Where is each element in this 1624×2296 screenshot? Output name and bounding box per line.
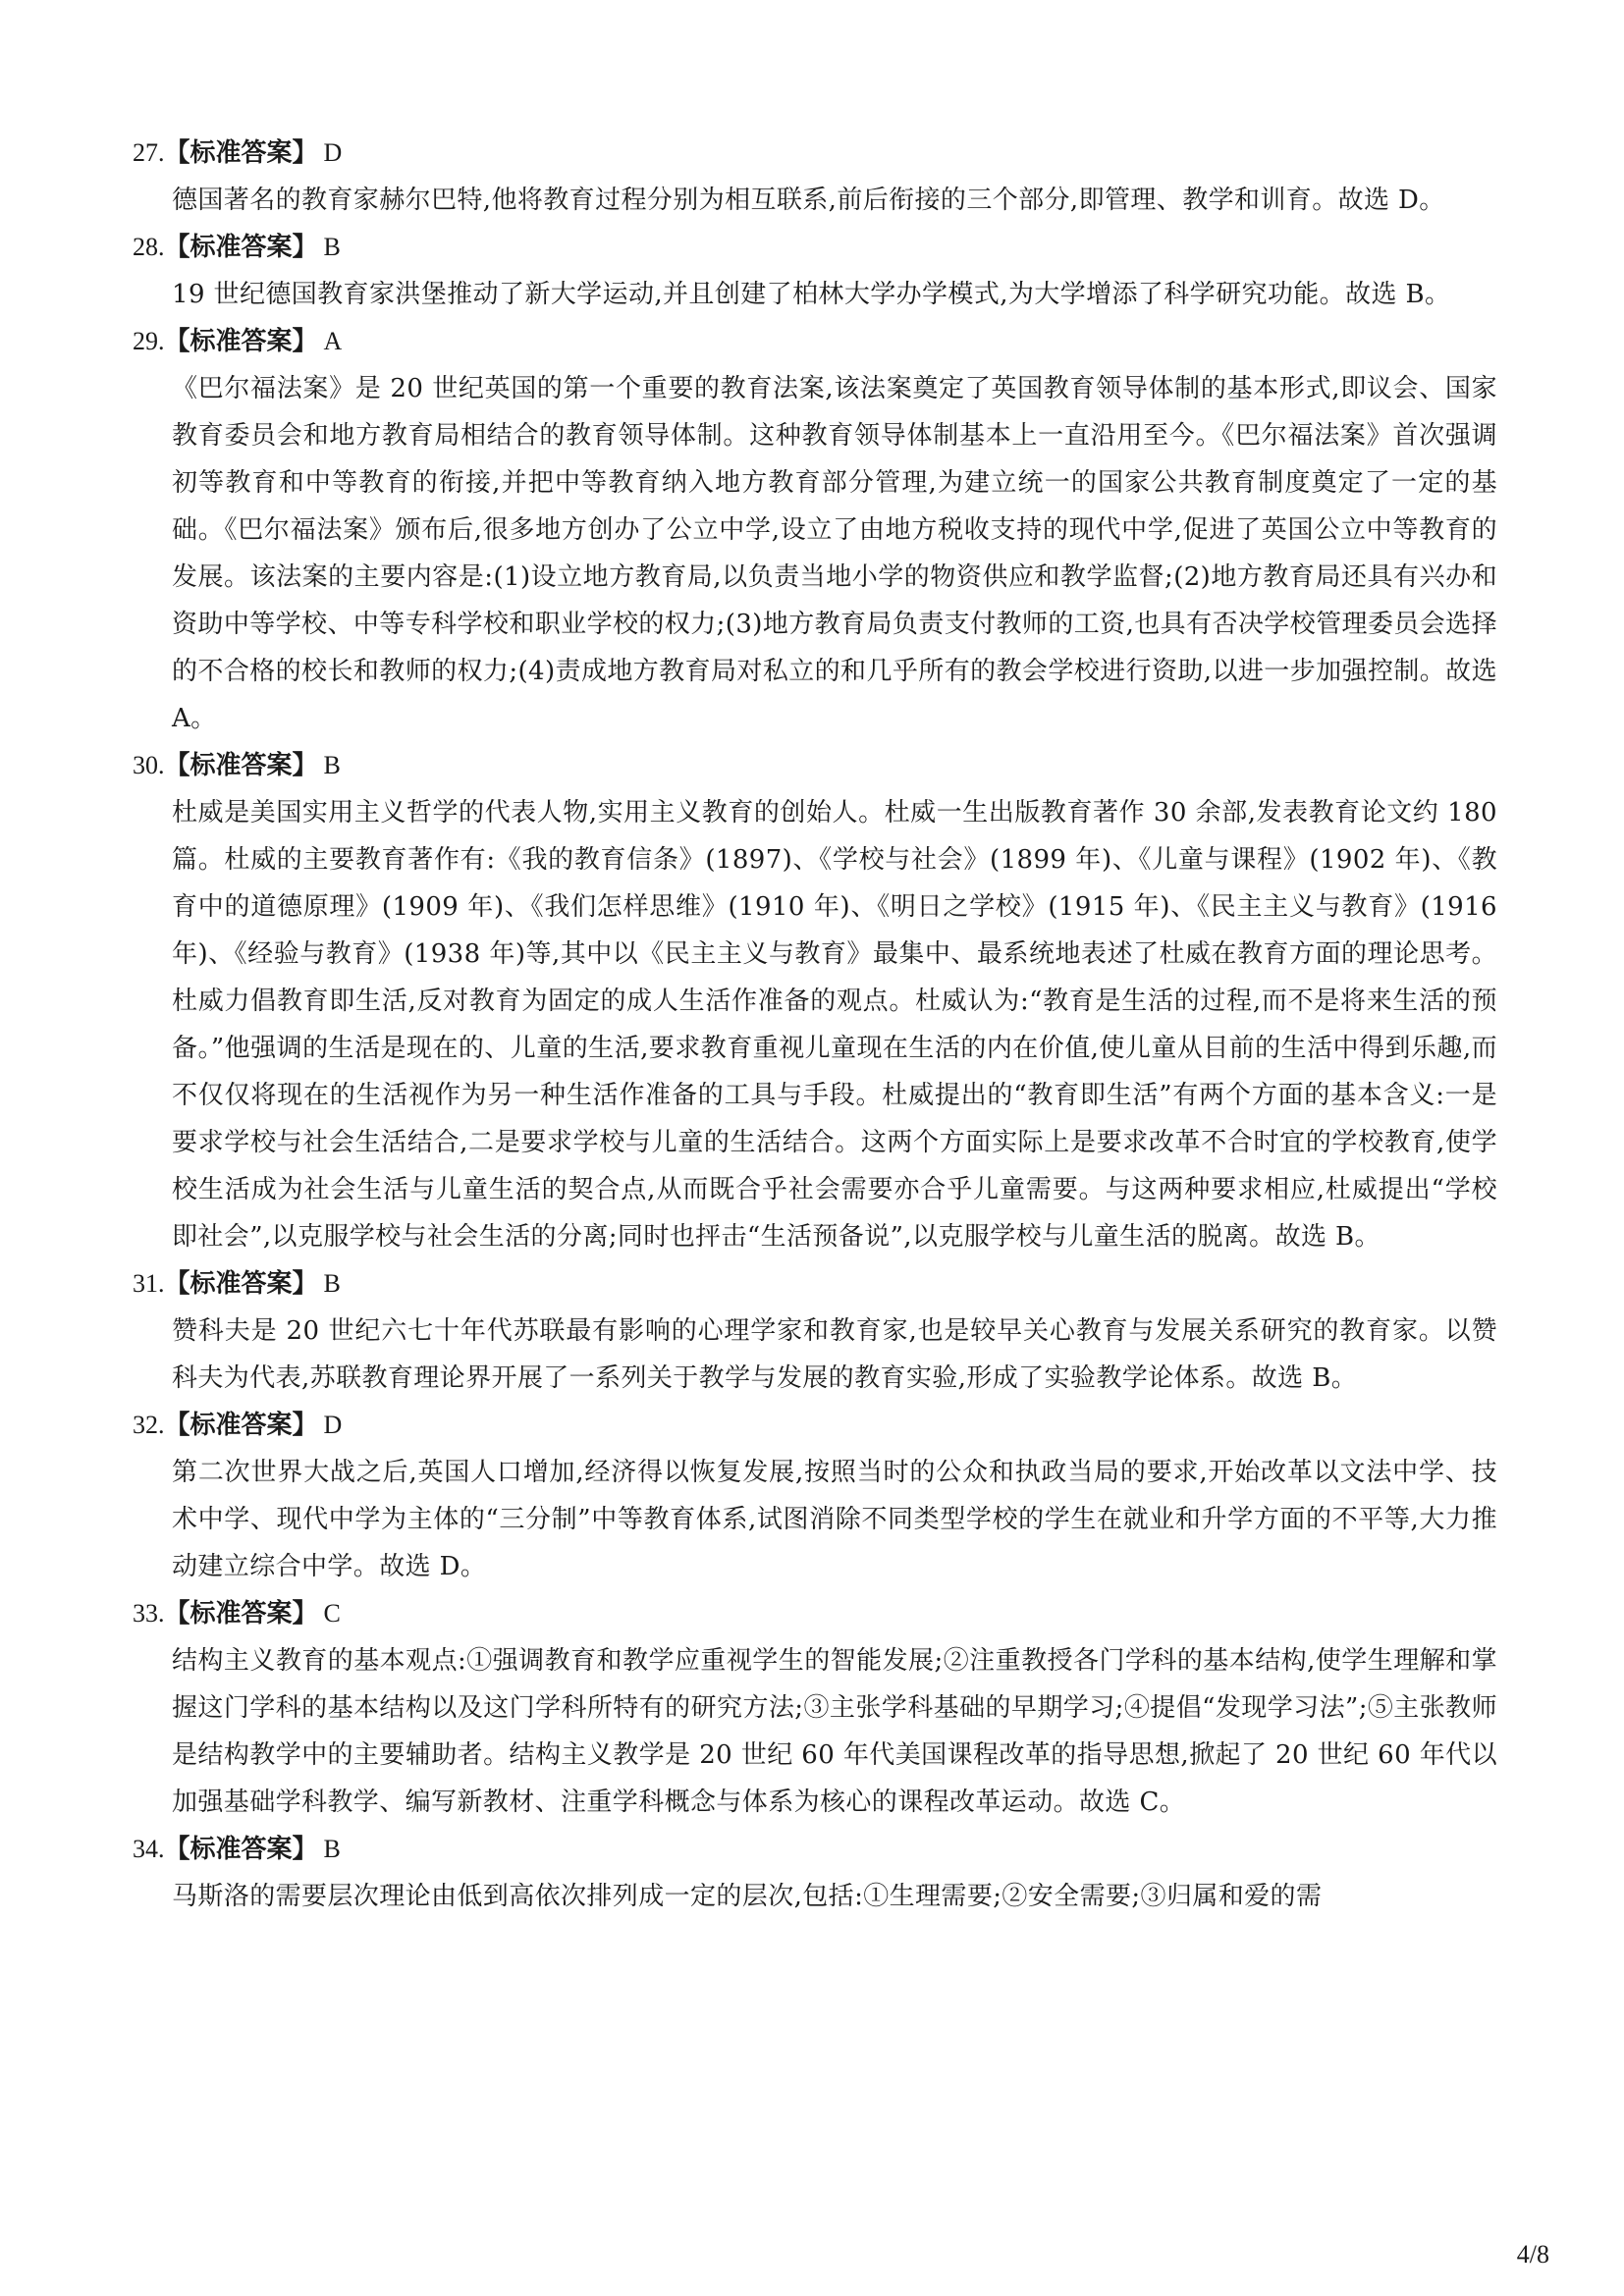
answer-heading (133, 224, 1497, 271)
answer-choice: D (323, 138, 343, 167)
answer-choice: D (323, 1411, 343, 1439)
answer-explanation: 第二次世界大战之后,英国人口增加,经济得以恢复发展,按照当时的公众和执政当局的要求,开始改革以文法中学、技术中学、现代中学为主体的“三分制”中等教育体系,试图消除不同类型学校的学生在就业和升学方面的不平等,大力推动建立综合中学。故选 D。 (172, 1458, 1497, 1581)
answer-item-32 (133, 1402, 1497, 1590)
answer-explanation: 赞科夫是 20 世纪六七十年代苏联最有影响的心理学家和教育家,也是较早关心教育与发展关系研究的教育家。以赞科夫为代表,苏联教育理论界开展了一系列关于教学与发展的教育实验,形成了实验教学论体系。故选 B。 (172, 1316, 1497, 1393)
standard-answer-label: 【标准答案】 (164, 751, 318, 780)
answer-explanation: 马斯洛的需要层次理论由低到高依次排列成一定的层次,包括:①生理需要;②安全需要;③归属和爱的需 (172, 1882, 1323, 1911)
answer-heading (133, 1402, 1497, 1449)
answer-choice: B (323, 233, 341, 261)
page-number: 4/8 (1516, 2240, 1549, 2269)
answer-heading (133, 130, 1497, 177)
answer-choice: B (323, 1835, 341, 1863)
answer-item-27 (133, 130, 1497, 224)
answer-explanation: 19 世纪德国教育家洪堡推动了新大学运动,并且创建了柏林大学办学模式,为大学增添了科学研究功能。故选 B。 (172, 280, 1451, 309)
standard-answer-label: 【标准答案】 (164, 1835, 318, 1864)
standard-answer-label: 【标准答案】 (164, 1411, 318, 1440)
standard-answer-label: 【标准答案】 (164, 233, 318, 262)
answer-explanation: 《巴尔福法案》是 20 世纪英国的第一个重要的教育法案,该法案奠定了英国教育领导体制的基本形式,即议会、国家教育委员会和地方教育局相结合的教育领导体制。这种教育领导体制基本上一直沿用至今。《巴尔福法案》首次强调初等教育和中等教育的衔接,并把中等教育纳入地方教育部分管理,为建立统一的国家公共教育制度奠定了一定的基础。《巴尔福法案》颁布后,很多地方创办了公立中学,设立了由地方税收支持的现代中学,促进了英国公立中等教育的发展。该法案的主要内容是:(1)设立地方教育局,以负责当地小学的物资供应和教学监督;(2)地方教育局还具有兴办和资助中等学校、中等专科学校和职业学校的权力;(3)地方教育局负责支付教师的工资,也具有否决学校管理委员会选择的不合格的校长和教师的权力;(4)责成地方教育局对私立的和几乎所有的教会学校进行资助,以进一步加强控制。故选 A。 (172, 374, 1497, 733)
answer-choice: A (323, 327, 343, 355)
question-number: 30. (133, 751, 165, 779)
question-number: 33. (133, 1599, 165, 1628)
question-number: 32. (133, 1411, 165, 1439)
answer-item-34 (133, 1826, 1497, 1920)
answer-heading (133, 1590, 1497, 1637)
question-number: 31. (133, 1269, 165, 1298)
answer-heading (133, 1260, 1497, 1308)
answer-item-28 (133, 224, 1497, 318)
answer-item-31 (133, 1260, 1497, 1402)
standard-answer-label: 【标准答案】 (164, 138, 318, 168)
standard-answer-label: 【标准答案】 (164, 1269, 318, 1299)
question-number: 28. (133, 233, 165, 261)
answer-item-33 (133, 1590, 1497, 1826)
answer-heading (133, 318, 1497, 365)
answer-list (133, 130, 1497, 1920)
answer-item-30 (133, 742, 1497, 1260)
standard-answer-label: 【标准答案】 (164, 327, 318, 356)
standard-answer-label: 【标准答案】 (164, 1599, 318, 1629)
answer-item-29 (133, 318, 1497, 742)
answer-explanation: 结构主义教育的基本观点:①强调教育和教学应重视学生的智能发展;②注重教授各门学科的基本结构,使学生理解和掌握这门学科的基本结构以及这门学科所特有的研究方法;③主张学科基础的早期学习;④提倡“发现学习法”;⑤主张教师是结构教学中的主要辅助者。结构主义教学是 20 世纪 60 年代美国课程改革的指导思想,掀起了 20 世纪 60 年代以加强基础学科教学、编写新教材、注重学科概念与体系为核心的课程改革运动。故选 C。 (172, 1646, 1497, 1817)
answer-heading (133, 1826, 1497, 1873)
question-number: 34. (133, 1835, 165, 1863)
question-number: 27. (133, 138, 165, 167)
question-number: 29. (133, 327, 165, 355)
answer-choice: C (323, 1599, 341, 1628)
answer-choice: B (323, 1269, 341, 1298)
answer-explanation: 杜威是美国实用主义哲学的代表人物,实用主义教育的创始人。杜威一生出版教育著作 30 余部,发表教育论文约 180 篇。杜威的主要教育著作有:《我的教育信条》(1897)、《学校与社会》(1899 年)、《儿童与课程》(1902 年)、《教育中的道德原理》(1909 年)、《我们怎样思维》(1910 年)、《明日之学校》(1915 年)、《民主主义与教育》(1916 年)、《经验与教育》(1938 年)等,其中以《民主主义与教育》最集中、最系统地表述了杜威在教育方面的理论思考。杜威力倡教育即生活,反对教育为固定的成人生活作准备的观点。杜威认为:“教育是生活的过程,而不是将来生活的预备。”他强调的生活是现在的、儿童的生活,要求教育重视儿童现在生活的内在价值,使儿童从目前的生活中得到乐趣,而不仅仅将现在的生活视作为另一种生活作准备的工具与手段。杜威提出的“教育即生活”有两个方面的基本含义:一是要求学校与社会生活结合,二是要求学校与儿童的生活结合。这两个方面实际上是要求改革不合时宜的学校教育,使学校生活成为社会生活与儿童生活的契合点,从而既合乎社会需要亦合乎儿童需要。与这两种要求相应,杜威提出“学校即社会”,以克服学校与社会生活的分离;同时也抨击“生活预备说”,以克服学校与儿童生活的脱离。故选 B。 (172, 798, 1497, 1252)
answer-choice: B (323, 751, 341, 779)
answer-explanation: 德国著名的教育家赫尔巴特,他将教育过程分别为相互联系,前后衔接的三个部分,即管理、教学和训育。故选 D。 (172, 186, 1445, 215)
answer-heading (133, 742, 1497, 789)
